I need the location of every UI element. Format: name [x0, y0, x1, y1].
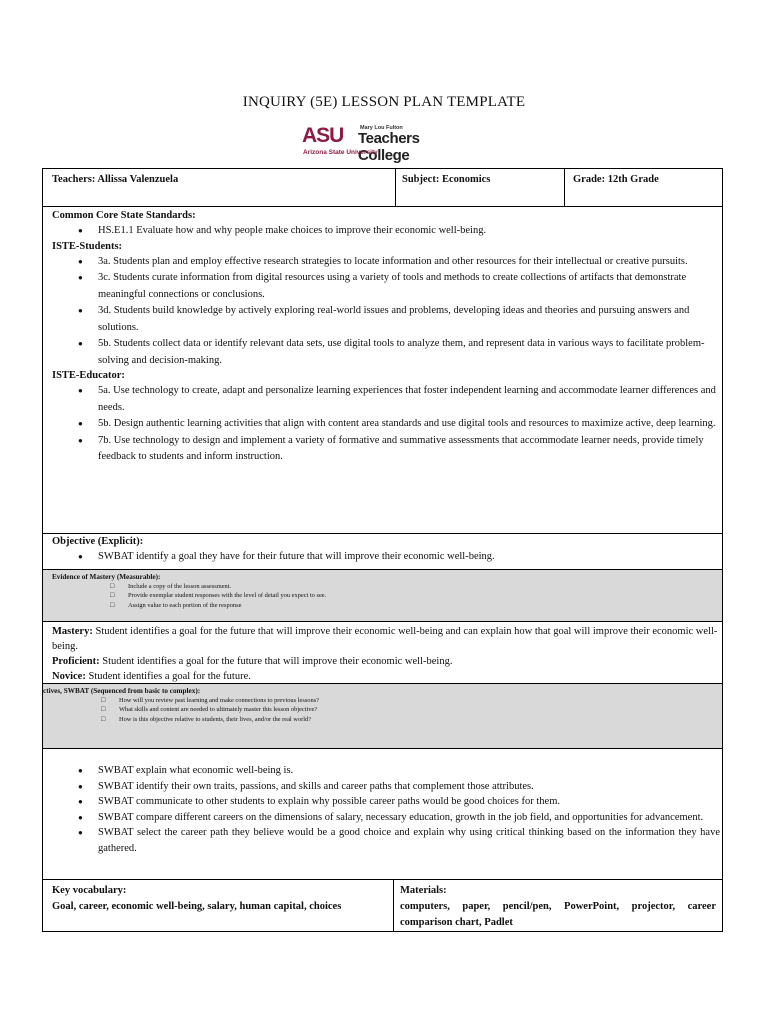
subobjective-item: ● SWBAT communicate to other students to explain why possible career paths would be good choices for them.	[52, 794, 720, 810]
asu-teachers-college-logo	[302, 124, 472, 164]
objective-section	[42, 533, 723, 570]
proficient-label: Proficient:	[52, 656, 100, 667]
mastery-line	[52, 624, 720, 654]
subobjectives-heading: ctives, SWBAT (Sequenced from basic to complex):	[43, 687, 201, 695]
logo-mary-lou: Mary Lou Fulton	[360, 125, 403, 131]
evidence-item: □ Include a copy of the lesson assessment.	[52, 582, 720, 591]
evidence-heading: Evidence of Mastery (Measurable):	[52, 573, 161, 581]
standards-section	[42, 206, 723, 534]
subobjective-item: ● SWBAT explain what economic well-being is.	[52, 763, 720, 779]
subobjectives-prompt: □ How is this objective relative to students, their lives, and/or the real world?	[43, 715, 719, 724]
novice-line	[52, 669, 720, 684]
header-row	[42, 168, 723, 207]
subject-field: Subject: Economics	[402, 174, 491, 185]
page-title: INQUIRY (5E) LESSON PLAN TEMPLATE	[242, 94, 526, 110]
iste-students-item: ● 3d. Students build knowledge by actively exploring real-world issues and problems, developing ideas and theories and pursuing answers and solutions.	[52, 303, 720, 336]
iste-students-item: ● 3c. Students curate information from digital resources using a variety of tools and methods to create collections of artifacts that demonstrate meaningful connections or conclusions.	[52, 270, 720, 303]
subobjective-item: ● SWBAT compare different careers on the dimensions of salary, necessary education, growth in the job field, and opportunities for advancement.	[52, 810, 720, 826]
subobjectives-prompt: □ What skills and content are needed to ultimately master this lesson objective?	[43, 705, 719, 714]
subobjectives-prompt: □ How will you review past learning and make connections to previous lessons?	[43, 696, 719, 705]
asu-logo-mark: ASU	[302, 124, 344, 147]
evidence-item: □ Assign value to each portion of the response	[52, 601, 720, 610]
iste-educator-item: ● 5b. Design authentic learning activities that align with content area standards and use digital tools and resources to maximize active, deep learning.	[52, 416, 720, 433]
iste-educator-item: ● 5a. Use technology to create, adapt and personalize learning experiences that foster independent learning and accommodate learner differences and needs.	[52, 383, 720, 416]
materials-text: computers, paper, pencil/pen, PowerPoint, projector, career comparison chart, Padlet	[400, 901, 716, 928]
objective-item: ● SWBAT identify a goal they have for their future that will improve their economic well-being.	[52, 549, 720, 566]
iste-students-item: ● 3a. Students plan and employ effective research strategies to locate information and other resources for their intellectual or creative pursuits.	[52, 254, 720, 271]
subobjective-item: ● SWBAT identify their own traits, passions, and skills and career paths that complement those attributes.	[52, 779, 720, 795]
mastery-label: Mastery:	[52, 626, 93, 637]
evidence-item: □ Provide exemplar student responses with the level of detail you expect to see.	[52, 591, 720, 600]
ccss-item: ● HS.E1.1 Evaluate how and why people make choices to improve their economic well-being.	[52, 223, 720, 240]
novice-text: Student identifies a goal for the future.	[85, 671, 251, 682]
proficient-line	[52, 654, 720, 669]
vocab-text: Goal, career, economic well-being, salary, human capital, choices	[52, 901, 342, 912]
logo-university: Arizona State University	[303, 149, 378, 156]
subobjectives-section	[42, 748, 723, 880]
iste-educator-heading: ISTE-Educator:	[52, 370, 125, 381]
iste-students-item: ● 5b. Students collect data or identify relevant data sets, use digital tools to analyze them, and represent data in various ways to facilitate problem-solving and decision-making.	[52, 336, 720, 369]
ccss-heading: Common Core State Standards:	[52, 210, 196, 221]
logo-college-name: Teachers College	[358, 130, 420, 164]
iste-educator-item: ● 7b. Use technology to design and implement a variety of formative and summative assessments that accommodate learner needs, provide timely feedback to students and inform instruction.	[52, 433, 720, 466]
subobjective-item: ● SWBAT select the career path they believe would be a good choice and explain why using critical thinking based on the information they have gathered.	[52, 825, 720, 856]
teachers-field: Teachers: Allissa Valenzuela	[52, 174, 179, 185]
mastery-levels-section	[42, 621, 723, 684]
subobjectives-prompt-section	[42, 683, 723, 749]
iste-students-heading: ISTE-Students:	[52, 240, 123, 252]
vocab-heading: Key vocabulary:	[52, 885, 127, 896]
evidence-section	[42, 569, 723, 622]
proficient-text: Student identifies a goal for the future that will improve their economic well-being.	[99, 656, 453, 667]
novice-label: Novice:	[52, 671, 86, 682]
mastery-text: Student identifies a goal for the future that will improve their economic well-being and can explain how that goal will improve their economic well-being.	[52, 626, 718, 652]
objective-heading: Objective (Explicit):	[52, 536, 144, 547]
vocab-materials-row	[42, 879, 723, 932]
materials-heading: Materials:	[400, 885, 447, 896]
grade-field: Grade: 12th Grade	[573, 174, 659, 185]
